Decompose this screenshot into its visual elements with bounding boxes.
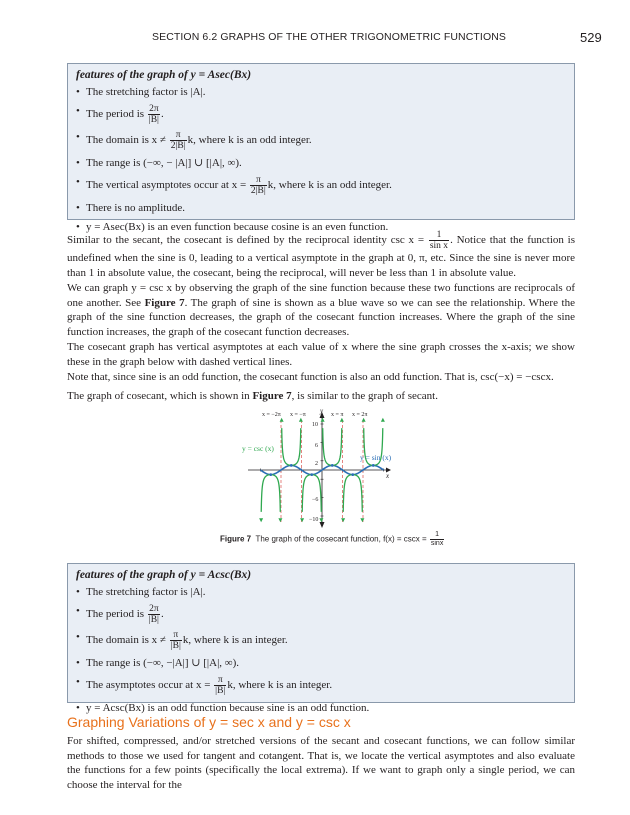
section-heading: Graphing Variations of y = sec x and y = csc x xyxy=(67,714,351,730)
cosecant-arrowhead xyxy=(259,518,263,522)
list-item: • y = Acsc(Bx) is an odd function because sine is an odd function. xyxy=(76,701,566,715)
frac-num: π xyxy=(250,175,267,186)
tick-label-minus-6: −6 xyxy=(312,497,319,503)
extremum-point xyxy=(269,473,272,476)
frac-num: 1 xyxy=(429,230,449,241)
fraction xyxy=(148,604,160,625)
paragraph-graphing-variations: For shifted, compressed, and/or stretched versions of the secant and cosecant functions, we can follow similar methods to those we used for tangent and cotangent. That is, we locate the vertical asymptotes and also evaluate the functions for a few points (specifically the local extrema). If we want to graph only a single period, we can choose the interval for the xyxy=(67,735,575,791)
cosecant-branch xyxy=(261,475,280,512)
extremum-point xyxy=(331,464,334,467)
extremum-point xyxy=(310,473,313,476)
tick-label-10: 10 xyxy=(312,422,318,428)
y-axis-arrow-bottom xyxy=(320,522,325,528)
list-item: • The range is (−∞, − |A|] ∪ [|A|, ∞). xyxy=(76,156,566,170)
caption-text: The graph of the cosecant function, f(x) = cscx = xyxy=(255,534,427,544)
frac-den: |B| xyxy=(148,115,159,125)
paragraph-asymptotes: The cosecant graph has vertical asymptotes at each value of x where the sine graph crosses the x-axis; we show these in the graph below with dashed vertical lines. xyxy=(67,341,575,368)
list-item xyxy=(76,130,566,151)
cosecant-arrowhead xyxy=(299,418,303,422)
item-text: The domain is x ≠ xyxy=(86,634,166,647)
frac-den: 2|B| xyxy=(170,141,186,151)
list-item xyxy=(76,675,566,696)
caption-label: Figure 7 xyxy=(220,534,252,544)
cosecant-arrowhead xyxy=(360,518,364,522)
cosecant-arrowhead xyxy=(381,418,385,422)
box-title: features of the graph of y = Asec(Bx) xyxy=(76,69,252,81)
frac-num: 1 xyxy=(430,531,444,540)
frac-den: sinx xyxy=(430,540,444,547)
para-text: We can graph y = csc x by observing the graph of the sine function because these two functions are reciprocals of one another. See xyxy=(67,282,575,309)
item-text: k, where k is an odd integer. xyxy=(187,134,312,147)
cosecant-arrowhead xyxy=(341,518,345,522)
frac-den: |B| xyxy=(170,641,181,651)
figure-caption xyxy=(220,531,445,548)
extremum-point xyxy=(290,464,293,467)
figure-ref: Figure 7 xyxy=(252,390,292,402)
running-head xyxy=(152,31,506,43)
para-text: , is similar to the graph of secant. xyxy=(291,390,438,402)
cosecant-graph xyxy=(236,408,394,530)
cosecant-branch xyxy=(343,475,362,512)
list-item: • The period is $\frac{2\pi}{|B|}$ . xyxy=(76,104,566,125)
fraction xyxy=(250,175,267,196)
item-text: The period is xyxy=(86,608,145,621)
extremum-point xyxy=(351,473,354,476)
cosecant-branch xyxy=(323,428,342,465)
para-text: . Notice that the function is undefined when the sine is 0, leading to a vertical asymptote in the graph at 0, π, etc. Since the sine is never more than 1 in absolute value, the cosecant, being the reciprocal, will never be less than 1 in absolute value. xyxy=(67,234,576,279)
frac-num: π xyxy=(170,630,182,641)
paragraph-figure-ref xyxy=(67,389,575,404)
paragraph-odd-function: Note that, since sine is an odd function, the cosecant function is also an odd function. That is, csc(−x) = −cscx. xyxy=(67,371,554,383)
cosecant-arrowhead xyxy=(340,418,344,422)
cosecant-arrowhead xyxy=(321,418,325,422)
feature-list xyxy=(76,585,566,715)
item-text: The domain is x ≠ xyxy=(86,134,166,147)
fraction xyxy=(170,630,182,651)
page-header xyxy=(0,30,630,46)
list-item: • The stretching factor is |A|. xyxy=(76,585,566,599)
fraction xyxy=(430,531,444,548)
frac-num: π xyxy=(214,675,226,686)
label-x-pi: x = π xyxy=(331,412,344,418)
list-item xyxy=(76,630,566,651)
list-item xyxy=(76,175,566,196)
list-item: • The range is (−∞, −|A|] ∪ [|A|, ∞). xyxy=(76,656,566,670)
tick-label-2: 2 xyxy=(315,461,318,467)
cosecant-branch xyxy=(282,428,301,465)
features-box-cosecant xyxy=(67,563,575,714)
list-item: • The period is $\frac{2\pi}{|B|}$ . xyxy=(76,604,566,625)
feature-list xyxy=(76,85,566,234)
fraction xyxy=(214,675,226,696)
paragraph-cosecant-definition xyxy=(67,230,575,280)
frac-num: 2π xyxy=(149,104,159,114)
label-x-2pi: x = 2π xyxy=(352,412,368,418)
section-label: SECTION 6.2 xyxy=(152,31,218,43)
item-text: The vertical asymptotes occur at x = xyxy=(86,179,247,192)
cosecant-arrowhead xyxy=(278,518,282,522)
fraction xyxy=(170,130,187,151)
axes xyxy=(248,412,391,528)
label-x-minus-2pi: x = −2π xyxy=(262,412,281,418)
frac-num: 2π xyxy=(149,604,159,614)
frac-den: |B| xyxy=(148,615,159,625)
item-text: The asymptotes occur at x = xyxy=(86,679,211,692)
list-item: • The stretching factor is |A|. xyxy=(76,85,566,99)
axis-label-y: y xyxy=(320,408,324,415)
paragraph-graph-description xyxy=(67,281,575,339)
extremum-point xyxy=(372,464,375,467)
label-csc: y = csc (x) xyxy=(242,444,274,453)
page-number: 529 xyxy=(580,30,602,45)
fraction xyxy=(429,230,449,251)
box-title: features of the graph of y = Acsc(Bx) xyxy=(76,569,252,581)
cosecant-arrowhead xyxy=(280,418,284,422)
para-text: Similar to the secant, the cosecant is defined by the reciprocal identity csc x = xyxy=(67,234,425,247)
item-text: k, where k is an odd integer. xyxy=(267,179,392,192)
item-text: k, where k is an integer. xyxy=(182,634,288,647)
features-box-secant xyxy=(67,63,575,233)
frac-den: 2|B| xyxy=(250,186,266,196)
figure-ref: Figure 7 xyxy=(144,296,185,309)
section-title: GRAPHS OF THE OTHER TRIGONOMETRIC FUNCTIONS xyxy=(220,31,507,43)
cosecant-arrowhead xyxy=(319,518,323,522)
list-item: • There is no amplitude. xyxy=(76,201,566,215)
label-sin: y = sin (x) xyxy=(360,453,392,462)
cosecant-arrowhead xyxy=(362,418,366,422)
frac-den: sin x xyxy=(429,241,449,251)
frac-den: |B| xyxy=(215,686,226,696)
cosecant-arrowhead xyxy=(300,518,304,522)
axis-label-x: x xyxy=(386,472,390,480)
item-text: k, where k is an integer. xyxy=(227,679,333,692)
para-text: . The graph of sine is shown as a blue wave so we can see the relationship. Where the graph of the sine function decreases, the graph of the cosecant function increases. Where the graph of the sine function increases, the graph of the cosecant function decreases. xyxy=(67,296,575,338)
item-text: The period is xyxy=(86,108,145,121)
para-text: The graph of cosecant, which is shown in xyxy=(67,390,253,402)
frac-num: π xyxy=(170,130,187,141)
fraction xyxy=(148,104,160,125)
tick-label-minus-10: −10 xyxy=(309,517,319,523)
list-item: • y = Asec(Bx) is an even function because cosine is an even function. xyxy=(76,220,566,234)
label-x-minus-pi: x = −π xyxy=(290,412,306,418)
tick-label-6: 6 xyxy=(315,443,318,449)
cosecant-branch xyxy=(302,475,321,512)
